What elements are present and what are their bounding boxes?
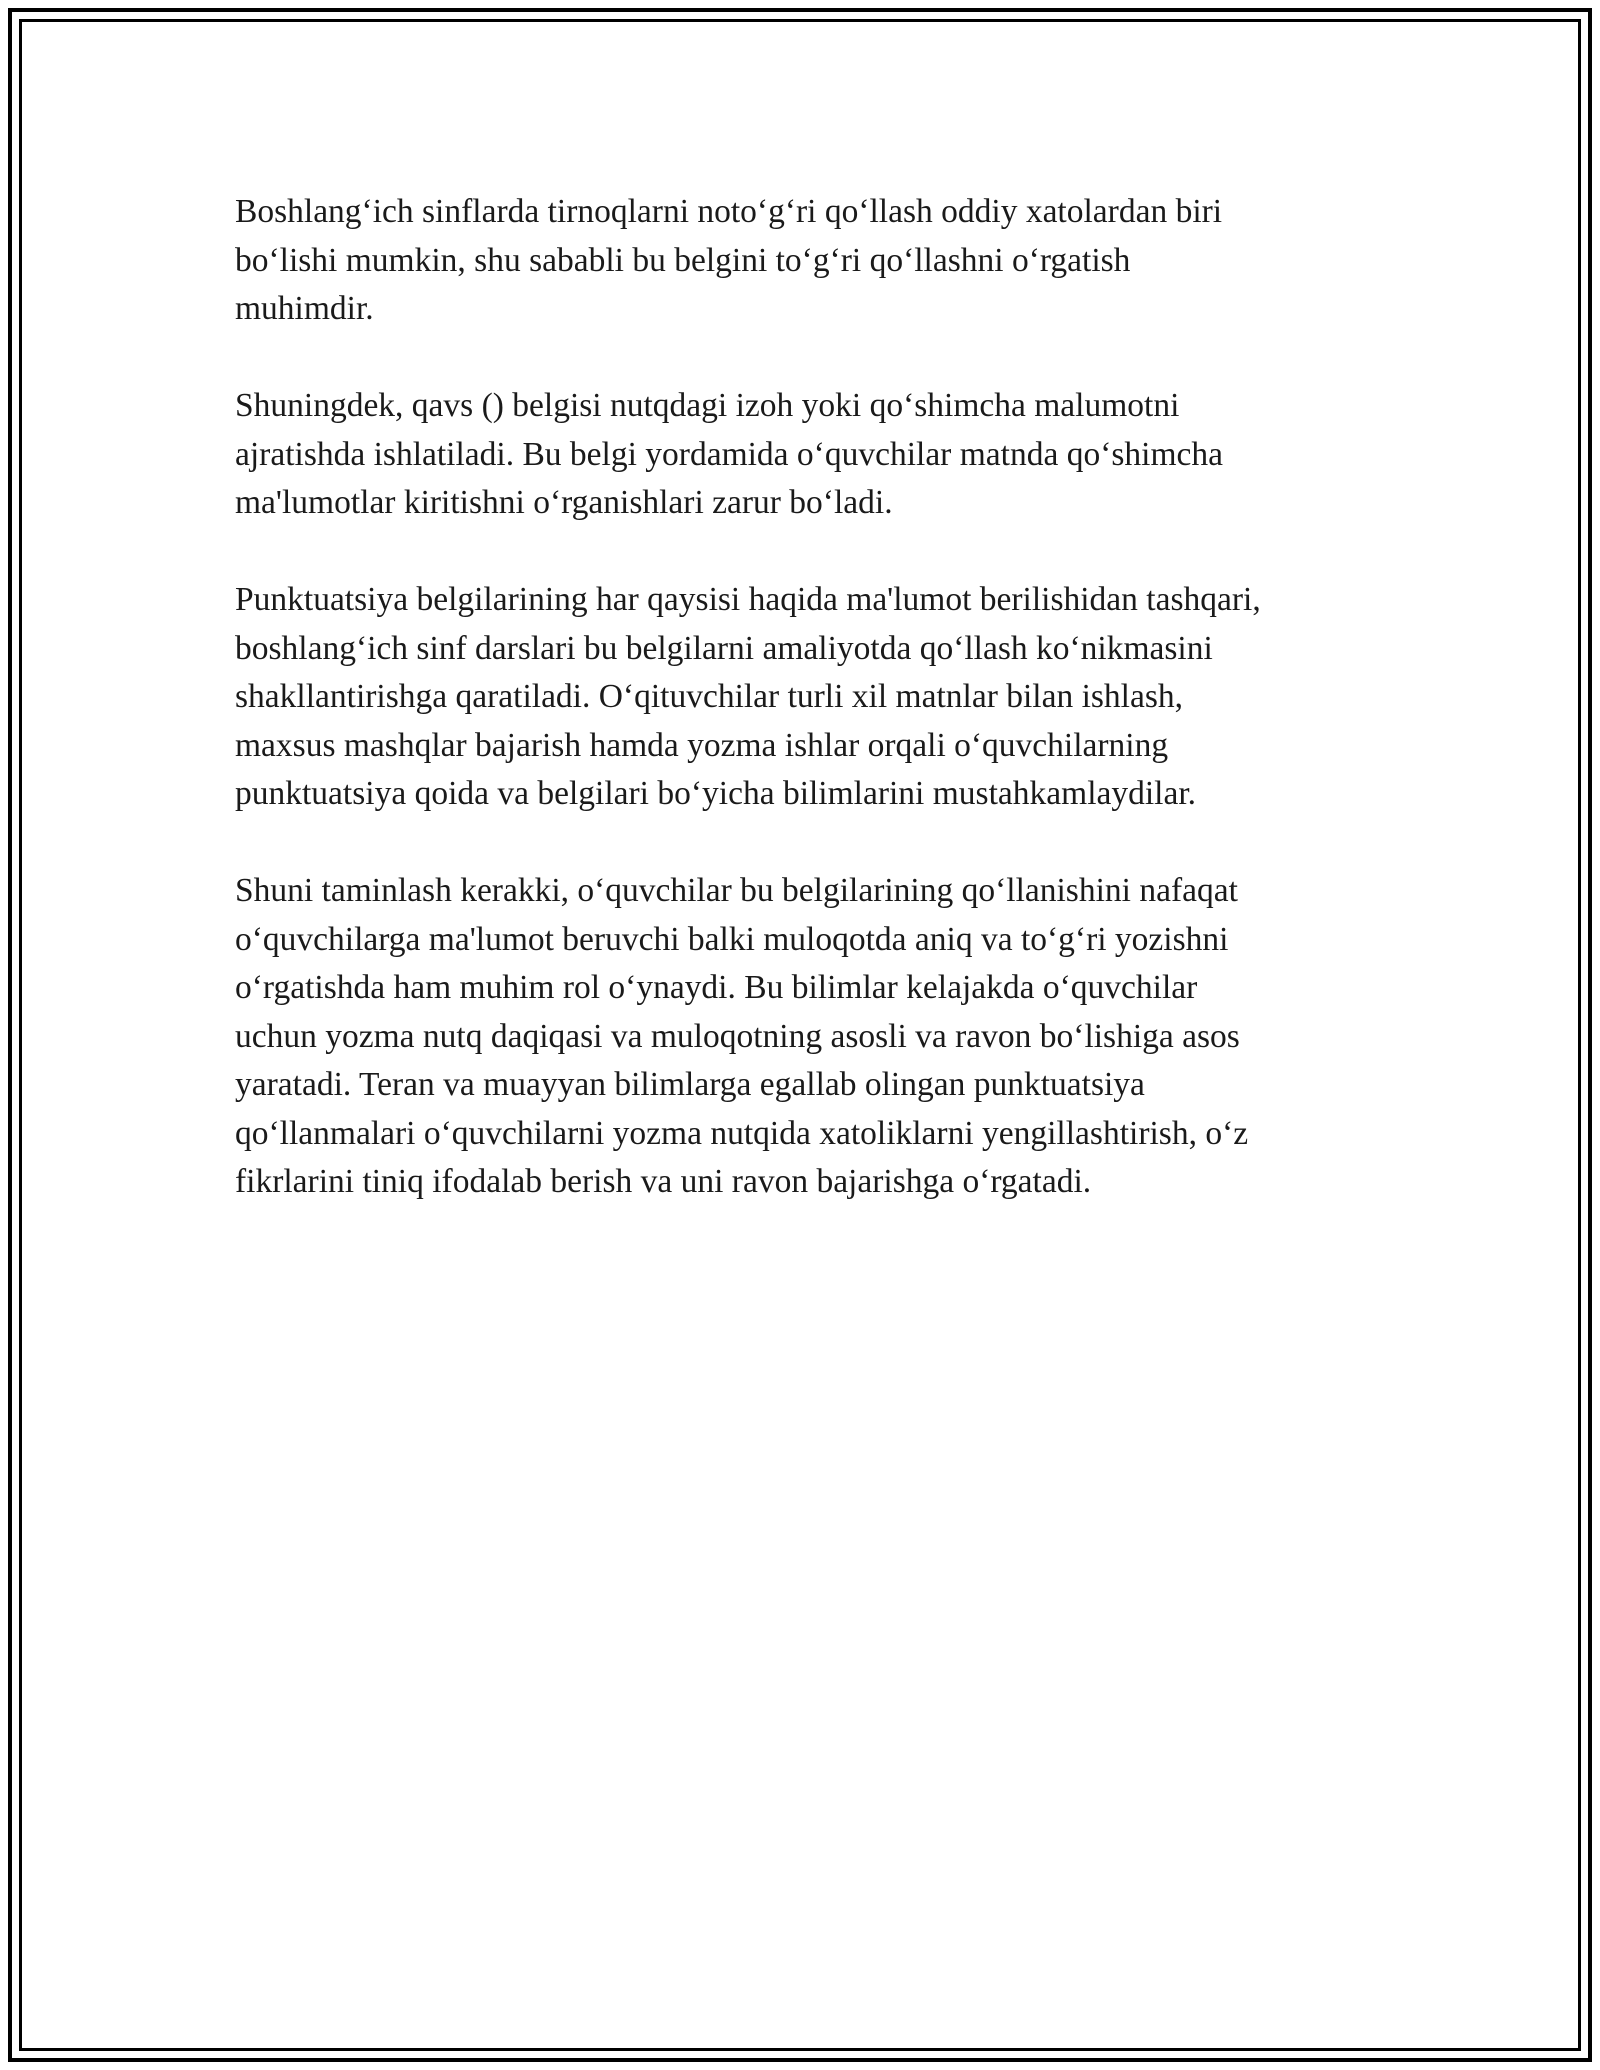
text-line: shakllantirishga qaratiladi. O‘qituvchilar turli xil matnlar bilan ishlash, <box>235 678 1184 715</box>
text-line: ajratishda ishlatiladi. Bu belgi yordamida o‘quvchilar matnda qo‘shimcha <box>235 435 1223 473</box>
text-line: muhimdir. <box>235 290 374 327</box>
text-line: fikrlarini tiniq ifodalab berish va uni ravon bajarishga o‘rgatadi. <box>235 1163 1092 1200</box>
document-body <box>235 188 1375 1255</box>
text-line: bo‘lishi mumkin, shu sababli bu belgini to‘g‘ri qo‘llashni o‘rgatish <box>235 241 1131 279</box>
text-line: o‘quvchilarga ma'lumot beruvchi balki muloqotda aniq va to‘g‘ri yozishni <box>235 920 1229 958</box>
text-line: punktuatsiya qoida va belgilari bo‘yicha bilimlarini mustahkamlaydilar. <box>235 775 1197 812</box>
text-line: Shuni taminlash kerakki, o‘quvchilar bu belgilarining qo‘llanishini nafaqat <box>235 872 1238 909</box>
text-line: qo‘llanmalari o‘quvchilarni yozma nutqida xatoliklarni yengillashtirish, o‘z <box>235 1114 1249 1152</box>
paragraph-3 <box>235 576 1375 819</box>
text-line: ma'lumotlar kiritishni o‘rganishlari zarur bo‘ladi. <box>235 484 893 521</box>
text-line: Boshlang‘ich sinflarda tirnoqlarni noto‘g‘ri qo‘llash oddiy xatolardan biri <box>235 193 1223 230</box>
text-line: Shuningdek, qavs () belgisi nutqdagi izoh yoki qo‘shimcha malumotni <box>235 387 1180 424</box>
text-line: yaratadi. Teran va muayyan bilimlarga egallab olingan punktuatsiya <box>235 1066 1145 1103</box>
text-line: Punktuatsiya belgilarining har qaysisi haqida ma'lumot berilishidan tashqari, <box>235 581 1261 618</box>
paragraph-1 <box>235 188 1375 334</box>
text-line: boshlang‘ich sinf darslari bu belgilarni amaliyotda qo‘llash ko‘nikmasini <box>235 629 1213 667</box>
text-line: o‘rgatishda ham muhim rol o‘ynaydi. Bu bilimlar kelajakda o‘quvchilar <box>235 969 1198 1006</box>
text-line: maxsus mashqlar bajarish hamda yozma ishlar orqali o‘quvchilarning <box>235 726 1169 764</box>
paragraph-4 <box>235 867 1375 1207</box>
text-line: uchun yozma nutq daqiqasi va muloqotning asosli va ravon bo‘lishiga asos <box>235 1017 1240 1055</box>
paragraph-2 <box>235 382 1375 528</box>
